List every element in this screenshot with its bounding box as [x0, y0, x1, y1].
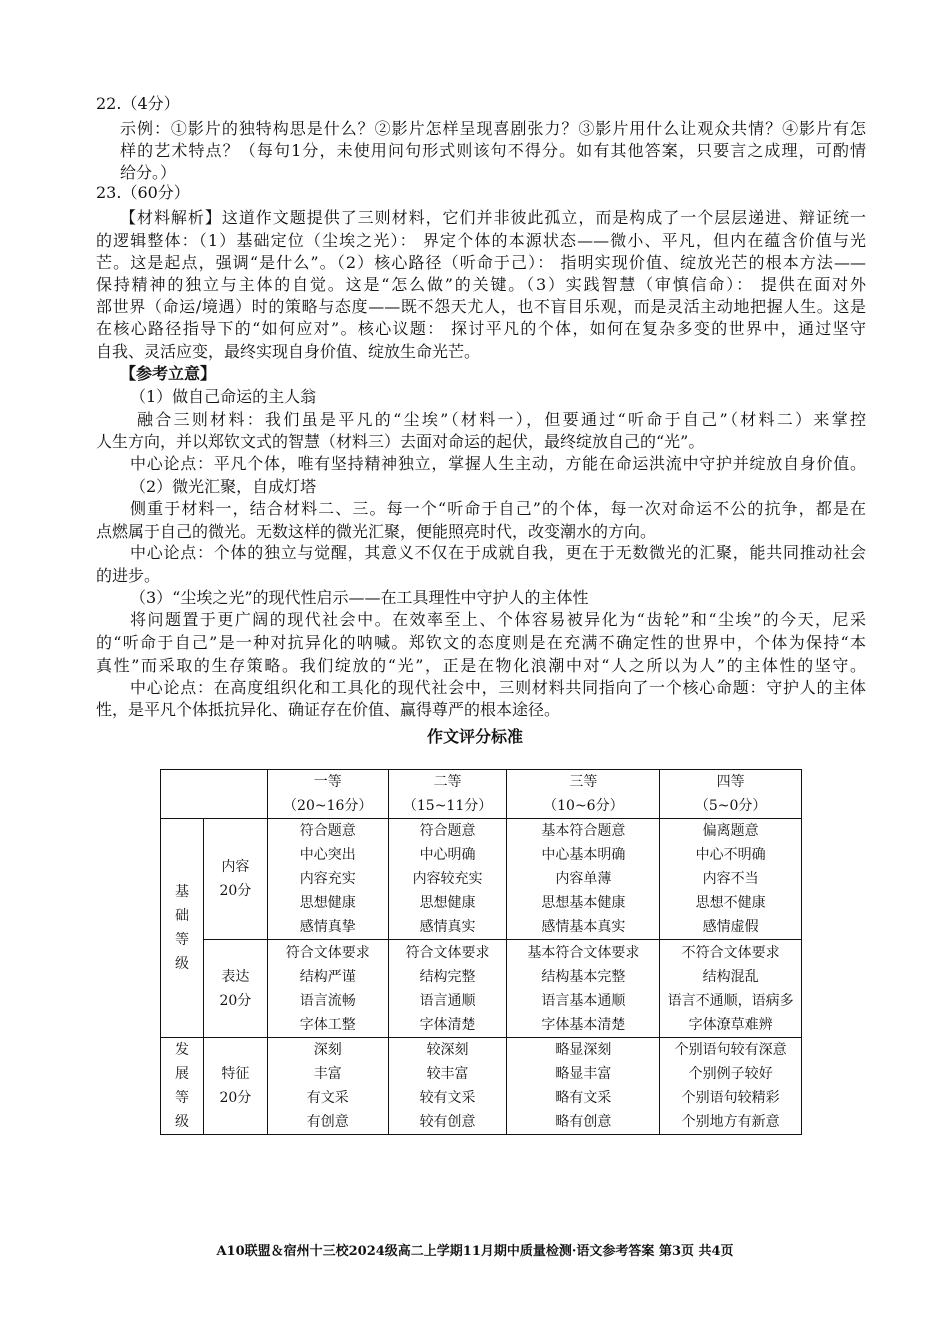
grade-header: [660, 770, 802, 819]
corner-cell: [161, 770, 268, 819]
idea-line: 真性”而采取的生存策略。我们绽放的“光”，正是在物化浪潮中对“人之所以为人”的主体性的坚守。: [96, 656, 866, 675]
text-line: 内容单薄: [555, 871, 612, 887]
rubric-cell: [660, 819, 802, 940]
text-line: 丰富: [313, 1066, 342, 1082]
idea-line: 中心论点：平凡个体，唯有坚持精神独立，掌握人生主动，方能在命运洪流中守护并绽放自身价值。: [130, 454, 866, 473]
text-line: 二等: [433, 774, 462, 790]
analysis-line: 的逻辑整体：（1）基础定位（尘埃之光）： 界定个体的本源状态——微小、平凡，但内在蕴含价值与光: [96, 231, 866, 250]
text-line: 基: [174, 884, 189, 900]
q23-header: 23.（60分）: [96, 183, 190, 202]
table-header-row: [161, 770, 802, 819]
text-line: 个别语句较有深意: [674, 1042, 787, 1058]
text-line: 个别地方有新意: [681, 1114, 780, 1130]
rubric-cell: [388, 1038, 507, 1135]
text-line: 略有创意: [555, 1114, 612, 1130]
idea-line: 性，是平凡个体抵抗异化、确证存在价值、赢得尊严的根本途径。: [96, 700, 561, 719]
analysis-line: 在核心路径指导下的“如何应对”。核心议题： 探讨平凡的个体，如何在复杂多变的世界中，通过坚守: [96, 319, 866, 338]
text-line: 三等: [569, 774, 598, 790]
page-footer: A10联盟＆宿州十三校2024级高二上学期11月期中质量检测·语文参考答案 第3页 共4页: [216, 1244, 734, 1259]
development-level-label: [161, 1038, 204, 1135]
text-line: 础: [174, 908, 189, 924]
text-line: 思想健康: [299, 895, 356, 911]
expression-label: [203, 940, 267, 1038]
text-line: 符合题意: [419, 823, 476, 839]
q22-line: 样的艺术特点？（每句1分，未使用问句形式则该句不得分。如有其他答案，只要言之成理，可酌情: [120, 141, 866, 160]
grade-header: [507, 770, 660, 819]
text-line: 级: [174, 1114, 189, 1130]
idea-title: （2）微光汇聚，自成灯塔: [130, 477, 317, 496]
rubric-cell: [660, 940, 802, 1038]
text-line: 字体清楚: [419, 1016, 476, 1033]
idea-line: 侧重于材料一，结合材料二、三。每一个“听命于自己”的个体，每一次对命运不公的抗争，都是在: [130, 499, 866, 518]
text-line: 语言基本通顺: [541, 992, 626, 1009]
text-line: 中心不明确: [695, 847, 766, 863]
idea-line: 中心论点：个体的独立与觉醒，其意义不仅在于成就自我，更在于无数微光的汇聚，能共同推动社会: [130, 543, 866, 562]
text-line: 字体基本清楚: [541, 1016, 626, 1033]
text-line: 20分: [219, 992, 252, 1009]
text-line: 结构完整: [419, 968, 476, 985]
text-line: 符合文体要求: [405, 944, 490, 961]
text-line: 较深刻: [426, 1042, 469, 1058]
text-line: 中心基本明确: [541, 847, 626, 863]
rubric-cell: [388, 819, 507, 940]
text-line: 感情真挚: [299, 919, 356, 935]
text-line: 语言通顺: [419, 992, 476, 1009]
q22-line: 给分。）: [120, 163, 177, 182]
grade-header: [267, 770, 388, 819]
text-line: 偏离题意: [702, 823, 759, 839]
text-line: 个别语句较精彩: [681, 1090, 780, 1106]
rubric-cell: [267, 1038, 388, 1135]
text-line: 发: [174, 1042, 189, 1058]
text-line: 20分: [219, 883, 252, 899]
text-line: 中心突出: [299, 847, 356, 863]
text-line: 一等: [313, 774, 342, 790]
idea-title: （3）“尘埃之光”的现代性启示——在工具理性中守护人的主体性: [130, 588, 589, 607]
text-line: 结构严谨: [299, 968, 356, 985]
rubric-table: [160, 769, 802, 1135]
table-row: [161, 1038, 802, 1135]
reference-header: 【参考立意】: [120, 364, 217, 383]
analysis-line: 保持精神的独立与主体的自觉。这是“怎么做”的关键。（3）实践智慧（审慎信命）： 提供在面对外: [96, 275, 866, 294]
text-line: 四等: [716, 774, 745, 790]
text-line: 略有文采: [555, 1090, 612, 1106]
rubric-cell: [388, 940, 507, 1038]
q22-header: 22.（4分）: [96, 94, 180, 113]
analysis-line: 自我、灵活应变，最终实现自身价值、绽放生命光芒。: [96, 342, 481, 361]
text-line: 20分: [219, 1090, 252, 1106]
idea-line: 融合三则材料：我们虽是平凡的“尘埃”（材料一），但要通过“听命于自己”（材料二）来掌控: [137, 410, 866, 429]
text-line: 展: [174, 1066, 189, 1082]
text-line: （15~11分）: [402, 798, 493, 814]
text-line: 字体工整: [299, 1016, 356, 1033]
content-label: [203, 819, 267, 940]
basic-level-label: [161, 819, 204, 1038]
table-row: [161, 940, 802, 1038]
text-line: 特征: [221, 1066, 250, 1082]
text-line: 思想基本健康: [541, 895, 626, 911]
rubric-cell: [507, 940, 660, 1038]
text-line: 较丰富: [426, 1066, 469, 1082]
text-line: 符合文体要求: [285, 944, 370, 961]
text-line: 内容不当: [702, 871, 759, 887]
text-line: 深刻: [313, 1042, 342, 1058]
text-line: 感情基本真实: [541, 919, 626, 935]
text-line: 基本符合文体要求: [527, 944, 640, 961]
text-line: 中心明确: [419, 847, 476, 863]
text-line: 语言流畅: [299, 992, 356, 1009]
text-line: 不符合文体要求: [681, 944, 780, 961]
analysis-line: 【材料解析】这道作文题提供了三则材料，它们并非彼此孤立，而是构成了一个层层递进、辩证统一: [120, 208, 866, 227]
text-line: 感情真实: [419, 919, 476, 935]
feature-label: [203, 1038, 267, 1135]
text-line: 较有文采: [419, 1090, 476, 1106]
text-line: （20~16分）: [283, 798, 373, 814]
text-line: 略显丰富: [555, 1066, 612, 1082]
rubric-cell: [507, 819, 660, 940]
idea-line: 人生方向，并以郑钦文式的智慧（材料三）去面对命运的起伏，最终绽放自己的“光”。: [96, 432, 705, 451]
rubric-cell: [660, 1038, 802, 1135]
idea-title: （1）做自己命运的主人翁: [130, 387, 317, 406]
rubric-cell: [267, 819, 388, 940]
idea-line: 点燃属于自己的微光。无数这样的微光汇聚，便能照亮时代，改变潮水的方向。: [96, 522, 657, 541]
text-line: 基本符合题意: [541, 823, 626, 839]
text-line: 等: [174, 1090, 189, 1106]
text-line: 有创意: [306, 1114, 349, 1130]
table-row: [161, 819, 802, 940]
text-line: 结构基本完整: [541, 968, 626, 985]
idea-line: 将问题置于更广阔的现代社会中。在效率至上、个体容易被异化为“齿轮”和“尘埃”的今天，尼采: [130, 610, 866, 629]
rubric-cell: [507, 1038, 660, 1135]
text-line: 语言不通顺，语病多: [667, 992, 794, 1009]
text-line: 思想健康: [419, 895, 476, 911]
grade-header: [388, 770, 507, 819]
text-line: 内容充实: [299, 871, 356, 887]
text-line: 思想不健康: [695, 895, 766, 911]
rubric-title: 作文评分标准: [426, 727, 523, 746]
text-line: 感情虚假: [702, 919, 759, 935]
text-line: 符合题意: [299, 823, 356, 839]
text-line: 较有创意: [419, 1114, 476, 1130]
idea-line: 的进步。: [96, 566, 161, 585]
rubric-cell: [267, 940, 388, 1038]
text-line: （5~0分）: [694, 798, 767, 814]
analysis-line: 芒。这是起点，强调“是什么”。（2）核心路径（听命于己）： 指明实现价值、绽放光芒的根本方法——: [96, 253, 866, 272]
text-line: 略显深刻: [555, 1042, 612, 1058]
text-line: 个别例子较好: [688, 1066, 773, 1082]
text-line: 等: [174, 932, 189, 948]
q22-line: 示例：①影片的独特构思是什么？②影片怎样呈现喜剧张力？③影片用什么让观众共情？④影片有怎: [120, 119, 866, 138]
text-line: 有文采: [306, 1090, 349, 1106]
idea-line: 中心论点：在高度组织化和工具化的现代社会中，三则材料共同指向了一个核心命题：守护人的主体: [130, 678, 866, 697]
text-line: 结构混乱: [702, 968, 759, 985]
text-line: 级: [174, 956, 189, 972]
text-line: 字体潦草难辨: [688, 1016, 773, 1033]
analysis-line: 部世界（命运/境遇）时的策略与态度——既不怨天尤人，也不盲目乐观，而是灵活主动地把握人生。这是: [96, 297, 866, 316]
idea-line: 的“听命于自己”是一种对抗异化的呐喊。郑钦文的态度则是在充满不确定性的世界中，个体为保持“本: [96, 633, 866, 652]
text-line: 内容: [221, 859, 250, 875]
text-line: 表达: [221, 968, 250, 985]
text-line: 内容较充实: [412, 871, 483, 887]
text-line: （10~6分）: [543, 798, 624, 814]
